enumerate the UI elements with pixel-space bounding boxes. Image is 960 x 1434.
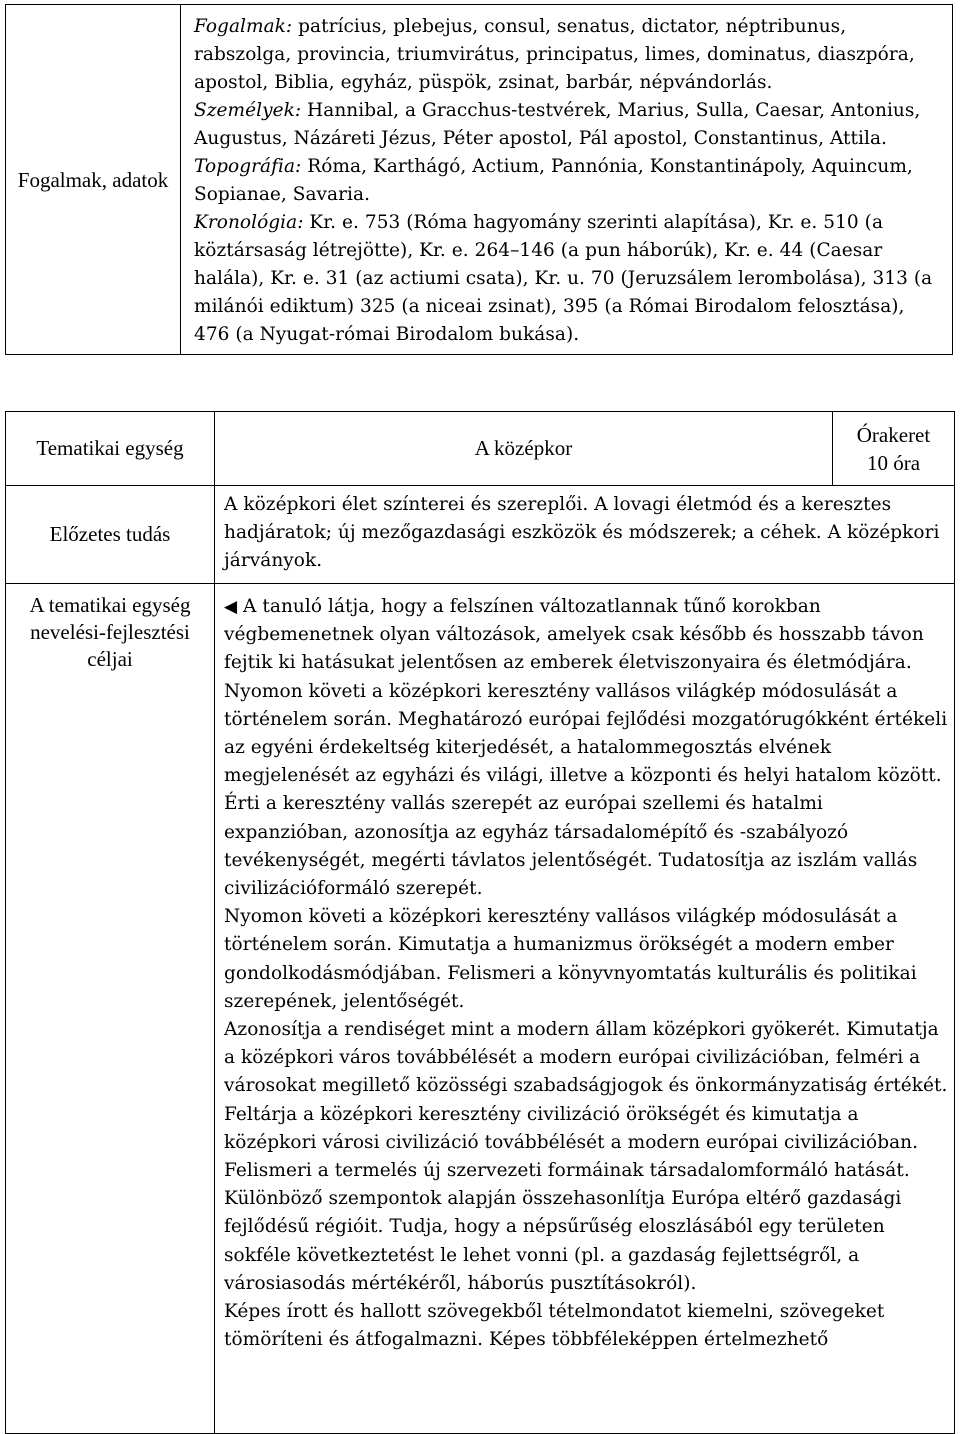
section-label-concepts: Fogalmak: [194, 16, 293, 37]
hours-cell [833, 412, 955, 486]
unit-label-cell [6, 412, 215, 486]
unit-label: Tematikai egység [36, 436, 184, 460]
section-text-topography: Róma, Karthágó, Actium, Pannónia, Konstantinápoly, Aquincum, Sopianae, Savaria. [194, 156, 913, 205]
prior-knowledge-label: Előzetes tudás [49, 522, 171, 546]
concepts-label-cell [6, 5, 181, 355]
goals-cell [215, 584, 955, 1434]
hours-label: Órakeret [856, 422, 931, 447]
section-label-topography: Topográfia: [194, 156, 302, 177]
goals-paragraph: Érti a keresztény vallás szerepét az európai szellemi és hatalmi expanzióban, azonosítja az egyház társadalomépítő és -szabályozó tevékenységét, megérti távlatos jelentőségét. Tudatosítja az iszlám vallás civilizációformáló szerepét. [224, 793, 918, 900]
goals-paragraph: Képes írott és hallott szövegekből tételmondatot kiemelni, szövegeket tömöríteni és átfogalmazni. Képes többféleképpen értelmezhető [224, 1301, 885, 1351]
goals-paragraph-text: A tanuló látja, hogy a felszínen változatlannak tűnő korokban végbemenetnek olyan változások, amelyek csak később és hosszabb távon fejtik ki hatásukat jelentősen az emberek életviszonyaira és életmódjára. Nyomon követi a középkori keresztény vallásos világkép módosulását a történelem során. Meghatározó európai fejlődési mozgatórugókként értékeli az egyéni érdekeltség kiterjedését, a hatalommegosztás elvének megjelenését az egyházi és világi, illetve a központi és helyi hatalom között. [224, 596, 948, 787]
goals-paragraph: Nyomon követi a középkori keresztény vallásos világkép módosulását a történelem során. Kimutatja a humanizmus örökségét a modern ember gondolkodásmódjában. Felismeri a könyvnyomtatás kulturális és politikai szerepének, jelentőségét. [224, 906, 917, 1012]
topography-paragraph [194, 153, 944, 209]
left-triangle-icon: ◀ [224, 597, 238, 617]
section-text-persons: Hannibal, a Gracchus-testvérek, Marius, Sulla, Caesar, Antonius, Augustus, Názáreti Jézus, Péter apostol, Pál apostol, Constantinus, Attila. [194, 100, 921, 149]
section-label-persons: Személyek: [194, 100, 302, 121]
concepts-paragraph [194, 13, 944, 97]
section-label-chronology: Kronológia: [194, 212, 304, 233]
curriculum-unit-table [5, 411, 955, 1434]
unit-title-cell [215, 412, 833, 486]
concepts-table [5, 4, 953, 355]
goals-paragraph [224, 593, 950, 790]
section-text-concepts: patrícius, plebejus, consul, senatus, dictator, néptribunus, rabszolga, provincia, triumvirátus, principatus, limes, dominatus, diaszpóra, apostol, Biblia, egyház, püspök, zsinat, barbár, népvándorlás. [194, 16, 915, 93]
goals-label: A tematikai egység nevelési-fejlesztési céljai [29, 593, 191, 671]
hours-value: 10 óra [866, 450, 921, 475]
section-text-chronology: Kr. e. 753 (Róma hagyomány szerinti alapítása), Kr. e. 510 (a köztársaság létrejötte), Kr. e. 264–146 (a pun háborúk), Kr. e. 44 (Caesar halála), Kr. e. 31 (az actiumi csata), Kr. u. 70 (Jeruzsálem lerombolása), 313 (a milánói ediktum) 325 (a niceai zsinat), 395 (a Római Birodalom felosztása), 476 (a Nyugat-római Birodalom bukása). [194, 212, 933, 345]
chronology-paragraph [194, 209, 944, 349]
prior-knowledge-text: A középkori élet színterei és szereplői. A lovagi életmód és a keresztes hadjáratok; új mezőgazdasági eszközök és módszerek; a céhek. A középkori járványok. [224, 494, 940, 572]
prior-knowledge-label-cell [6, 486, 215, 584]
concepts-label: Fogalmak, adatok [17, 167, 169, 192]
unit-title: A középkor [474, 436, 573, 460]
goals-paragraph: Azonosítja a rendiséget mint a modern állam középkori gyökerét. Kimutatja a középkori város továbbélését a modern európai civilizációban, felméri a városokat megillető közösségi szabadságjogok és önkormányzatiság értékét. Feltárja a középkori keresztény civilizáció örökségét és kimutatja a középkori városi civilizáció továbbélését a modern európai civilizációban. Felismeri a termelés új szervezeti formáinak társadalomformáló hatását. Különböző szempontok alapján összehasonlítja Európa eltérő gazdasági fejlődésű régióit. Tudja, hogy a népsűrűség eloszlásából egy területen sokféle következtetést le lehet vonni (pl. a gazdaság fejlettségről, a városiasodás mértékéről, háborús pusztításokról). [224, 1019, 948, 1294]
goals-label-cell [6, 584, 215, 1434]
persons-paragraph [194, 97, 944, 153]
prior-knowledge-cell [215, 486, 955, 584]
concepts-body-cell [181, 5, 953, 355]
